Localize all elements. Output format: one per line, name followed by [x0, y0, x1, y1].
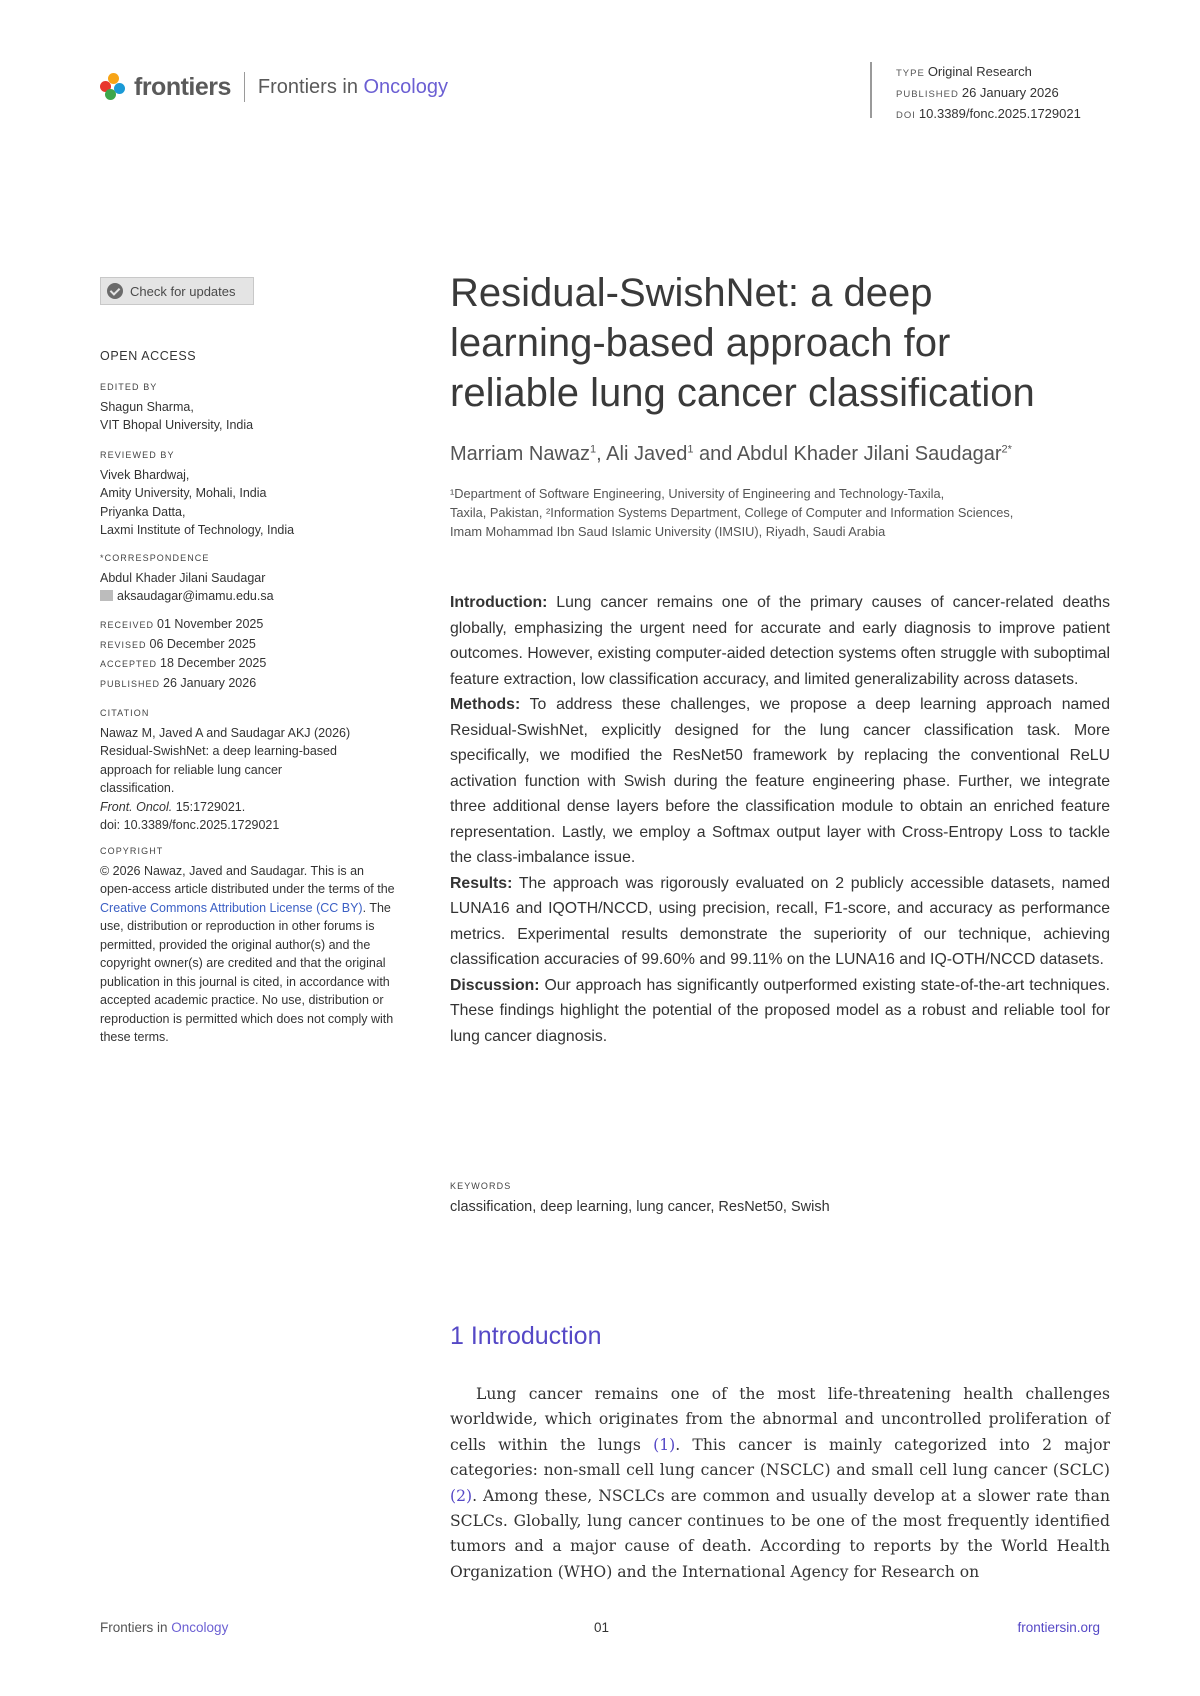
editor-affiliation: VIT Bhopal University, India — [100, 418, 254, 432]
author-separator: and — [693, 443, 737, 465]
date-value: 18 December 2025 — [160, 656, 267, 670]
footer-journal-name: Oncology — [171, 1620, 229, 1635]
check-for-updates-button[interactable] — [100, 277, 254, 305]
copyright-pre: © 2026 Nawaz, Javed and Saudagar. This is an open-access article distributed under the terms of the — [100, 863, 395, 896]
open-access — [100, 347, 398, 366]
author-name[interactable]: Marriam Nawaz — [450, 443, 591, 465]
intro-text: . This cancer is mainly categorized into 2 major categories: non-small cell lung cancer (NSCLC) and small cell lung cancer (SCLC) — [450, 1435, 1110, 1480]
date-label: PUBLISHED — [100, 678, 161, 689]
article-meta — [870, 62, 1081, 121]
footer-journal-prefix: Frontiers in — [100, 1620, 172, 1635]
cc-license-link[interactable]: Creative Commons Attribution License (CC BY) — [100, 900, 363, 915]
citation-line: Residual-SwishNet: a deep learning-based — [100, 744, 337, 758]
section-heading-introduction: 1 Introduction — [450, 1322, 602, 1350]
author-name[interactable]: Ali Javed — [606, 443, 688, 465]
copyright-label: COPYRIGHT — [100, 846, 164, 856]
article-type — [896, 62, 1081, 83]
abstract — [450, 590, 1110, 1049]
date-value: 06 December 2025 — [149, 636, 256, 651]
author-name[interactable]: Abdul Khader Jilani Saudagar — [736, 443, 1002, 465]
reviewer-name: Priyanka Datta, — [100, 504, 186, 519]
copyright — [100, 842, 398, 1047]
title-line: reliable lung cancer classification — [450, 371, 1035, 415]
citation-line: classification. — [100, 781, 175, 795]
abstract-section-text: Lung cancer remains one of the primary causes of cancer-related deaths globally, emphasizing the urgent need for accurate and early diagnosis to improve patient outcomes. However, existing computer-aided detection systems often struggle with suboptimal feature extraction, low classification accuracy, and limited generalizability across datasets. — [450, 594, 1110, 688]
reviewer-name: Vivek Bhardwaj, — [100, 467, 190, 482]
author-separator: , — [596, 443, 607, 465]
brand-name: frontiers — [134, 72, 231, 101]
abstract-section-label: Discussion: — [450, 976, 540, 994]
date-accepted — [100, 654, 398, 674]
page-number: 01 — [594, 1620, 610, 1635]
logo-divider — [244, 72, 245, 102]
abstract-discussion — [450, 973, 1110, 1050]
date-label: ACCEPTED — [100, 659, 158, 669]
edited-by — [100, 378, 398, 435]
affiliation-line: ¹Department of Software Engineering, University of Engineering and Technology-Taxila, — [450, 486, 945, 501]
reviewed-by-label: REVIEWED BY — [100, 450, 175, 460]
affiliations — [450, 484, 1110, 541]
abstract-section-text: To address these challenges, we propose a deep learning approach named Residual-SwishNet, explicitly designed for the lung cancer classification task. More specifically, we modified the ResNet50 framework by replacing the conventional ReLU activation function with Swish during the feature engineering phase. Further, we integrate three additional dense layers before the classification module to obtain an enriched feature representation. Lastly, we employ a Softmax output layer with Cross-Entropy Loss to tackle the class-imbalance issue. — [450, 696, 1110, 866]
check-updates-label: Check for updates — [130, 283, 236, 299]
title-line: Residual-SwishNet: a deep — [450, 271, 933, 315]
citation-journal: Front. Oncol. — [100, 799, 173, 814]
footer-site-link[interactable]: frontiersin.org — [1017, 1620, 1100, 1635]
abstract-section-text: Our approach has significantly outperformed existing state-of-the-art techniques. These findings highlight the potential of the proposed model as a robust and reliable tool for lung cancer diagnosis. — [450, 976, 1110, 1045]
date-label: REVISED — [100, 639, 147, 650]
date-value: 01 November 2025 — [157, 617, 264, 631]
correspondence-email-row[interactable] — [100, 587, 398, 606]
correspondence — [100, 549, 398, 606]
abstract-section-text: The approach was rigorously evaluated on 2 publicly accessible datasets, named LUNA16 and IQOTH/NCCD, using precision, recall, F1-score, and accuracy as performance metrics. Experimental results demonstrate the superiority of our technique, achieving classification accuracies of 99.60% and 99.11% on the LUNA16 and IQ-OTH/NCCD datasets. — [450, 874, 1110, 968]
date-received — [100, 615, 398, 635]
introduction-paragraph — [450, 1382, 1110, 1585]
keywords: classification, deep learning, lung cancer, ResNet50, Swish — [450, 1199, 830, 1215]
copyright-text — [100, 862, 398, 1047]
edited-by-label: EDITED BY — [100, 382, 158, 392]
abstract-section-label: Results: — [450, 874, 513, 892]
citation-label: CITATION — [100, 708, 150, 718]
reference-link[interactable]: (1) — [653, 1435, 676, 1454]
reviewed-by — [100, 446, 398, 540]
abstract-methods — [450, 692, 1110, 871]
citation-journal-line — [100, 798, 398, 817]
doi-value[interactable]: 10.3389/fonc.2025.1729021 — [918, 106, 1081, 121]
author-affiliation-mark: 1 — [590, 443, 597, 456]
reviewer-affiliation: Amity University, Mohali, India — [100, 486, 267, 500]
published-label: PUBLISHED — [896, 89, 959, 100]
intro-text: . Among these, NSCLCs are common and usually develop at a slower rate than SCLCs. Globally, lung cancer continues to be one of the most frequently identified tumors and a major cause of death. According to reports by the World Health Organization (WHO) and the International Agency for Research on — [450, 1486, 1110, 1581]
article-dates — [100, 615, 398, 693]
journal-logo[interactable] — [100, 70, 448, 104]
journal-name — [258, 76, 448, 99]
frontiers-logo-icon — [100, 73, 128, 101]
title-line: learning-based approach for — [450, 321, 951, 365]
date-label: RECEIVED — [100, 620, 155, 630]
published-date — [896, 83, 1081, 104]
date-published — [100, 674, 398, 694]
editor-name: Shagun Sharma, — [100, 399, 194, 414]
citation-doi[interactable]: doi: 10.3389/fonc.2025.1729021 — [100, 818, 280, 832]
reviewer-affiliation: Laxmi Institute of Technology, India — [100, 523, 295, 537]
reference-link[interactable]: (2) — [450, 1486, 473, 1505]
journal-prefix: Frontiers in — [257, 75, 364, 98]
date-value: 26 January 2026 — [163, 675, 257, 690]
correspondence-label: *CORRESPONDENCE — [100, 553, 210, 563]
footer-journal[interactable] — [100, 1620, 228, 1635]
affiliation-line: Taxila, Pakistan, ²Information Systems Department, College of Computer and Information Sciences, — [450, 505, 1014, 520]
check-updates-icon — [107, 283, 123, 299]
author-list — [450, 443, 1110, 466]
correspondence-email[interactable]: aksaudagar@imamu.edu.sa — [117, 589, 274, 603]
article-title — [450, 268, 1110, 418]
correspondence-name: Abdul Khader Jilani Saudagar — [100, 570, 266, 585]
type-label: TYPE — [896, 68, 925, 79]
author-affiliation-mark: 2* — [1001, 443, 1012, 456]
abstract-section-label: Introduction: — [450, 594, 548, 611]
keywords-label: KEYWORDS — [450, 1181, 512, 1191]
abstract-section-label: Methods: — [450, 696, 521, 713]
intro-text: Lung cancer remains one of the most life-threatening health challenges worldwide, which originates from the abnormal and uncontrolled proliferation of cells within the lungs — [450, 1385, 1110, 1454]
journal-name-accent: Oncology — [363, 75, 448, 98]
abstract-results — [450, 871, 1110, 973]
citation — [100, 704, 398, 835]
open-access-label: OPEN ACCESS — [100, 349, 197, 363]
author-affiliation-mark: 1 — [687, 443, 694, 456]
published-value: 26 January 2026 — [961, 85, 1059, 100]
date-revised — [100, 635, 398, 655]
citation-line: Nawaz M, Javed A and Saudagar AKJ (2026) — [100, 725, 351, 740]
email-icon — [100, 590, 113, 601]
doi[interactable] — [896, 104, 1081, 125]
type-value: Original Research — [927, 64, 1032, 79]
copyright-post: . The use, distribution or reproduction in other forums is permitted, provided the original author(s) and the copyright owner(s) are credited and that the original publication in this journal is cited, in accordance with accepted academic practice. No use, distribution or reproduction is permitted which does not comply with these terms. — [100, 900, 394, 1044]
citation-volume: 15:1729021. — [172, 799, 246, 814]
affiliation-line: Imam Mohammad Ibn Saud Islamic University (IMSIU), Riyadh, Saudi Arabia — [450, 524, 886, 539]
citation-line: approach for reliable lung cancer — [100, 762, 283, 777]
doi-label: DOI — [896, 110, 916, 121]
abstract-introduction — [450, 590, 1110, 692]
